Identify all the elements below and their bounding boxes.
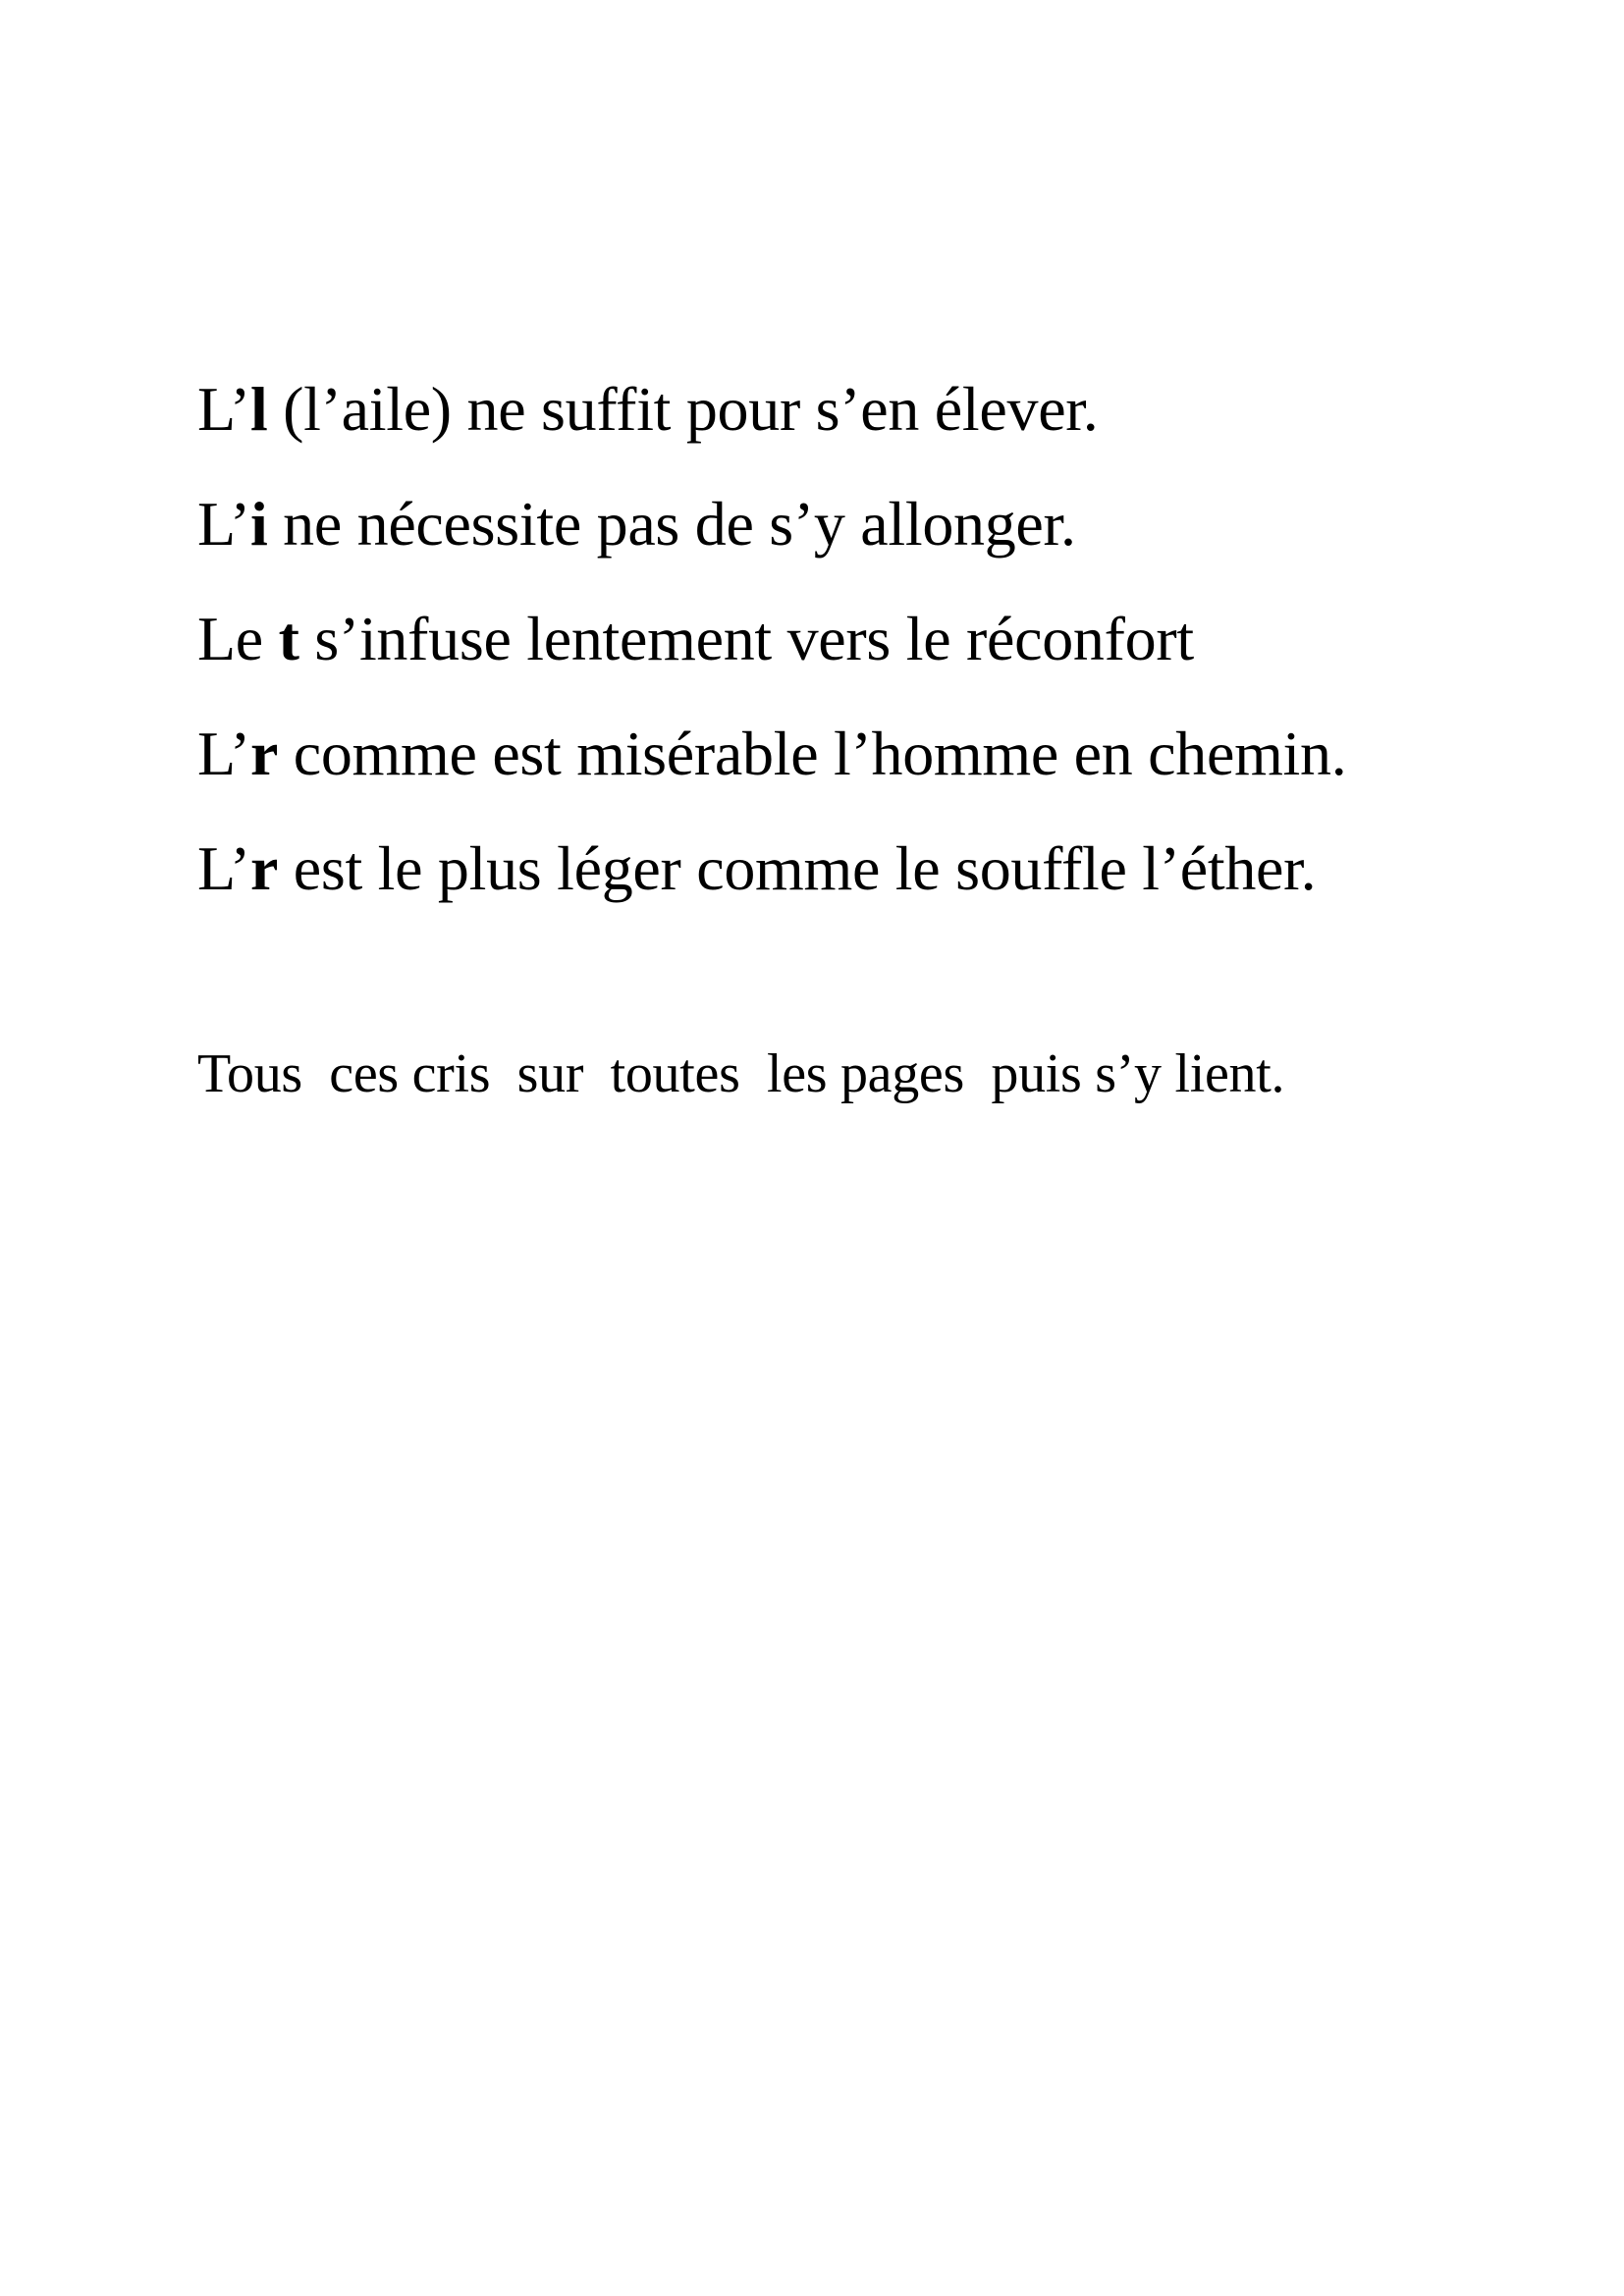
- highlighted-letter: t: [278, 604, 299, 673]
- line-text: (l’aile) ne suffit pour s’en élever.: [267, 374, 1099, 444]
- closing-line: Tous ces cris sur toutes les pages puis s’y lient.: [197, 1043, 1285, 1104]
- highlighted-letter: i: [249, 489, 268, 559]
- line-text: est le plus léger comme le souffle l’éther.: [278, 833, 1317, 903]
- line-text: s’infuse lentement vers le réconfort: [298, 604, 1194, 673]
- line-prefix: L’: [197, 374, 250, 444]
- line-prefix: L’: [197, 489, 250, 559]
- line-prefix: L’: [197, 719, 250, 788]
- line-text: ne nécessite pas de s’y allonger.: [267, 489, 1076, 559]
- poem-line: [197, 696, 1346, 811]
- line-prefix: L’: [197, 833, 250, 903]
- highlighted-letter: l: [249, 374, 268, 444]
- poem-line: [197, 581, 1346, 696]
- line-prefix: Le: [197, 604, 279, 673]
- poem-line: [197, 811, 1346, 926]
- poem-line: [197, 466, 1346, 581]
- poem-line: [197, 351, 1346, 466]
- line-text: comme est misérable l’homme en chemin.: [278, 719, 1347, 788]
- highlighted-letter: r: [249, 833, 279, 903]
- poem-stanza: [197, 351, 1346, 926]
- highlighted-letter: r: [249, 719, 279, 788]
